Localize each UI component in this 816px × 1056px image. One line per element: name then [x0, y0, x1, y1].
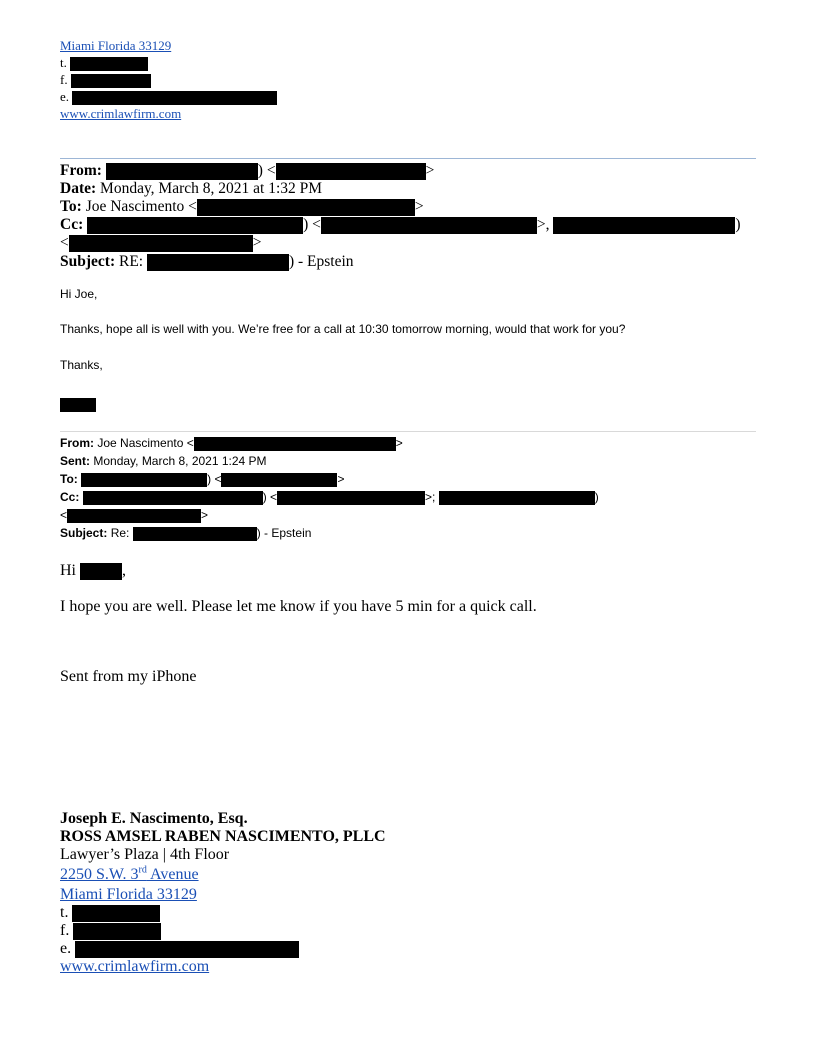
subject-prefix: RE: [118, 253, 144, 270]
top-sig-website-link[interactable]: www.crimlawfirm.com [60, 106, 182, 121]
email-label: e. [60, 89, 70, 104]
email1-date-line [60, 180, 322, 198]
phone-label: t. [60, 904, 69, 921]
email2-cc-line: Cc: ) < >; ) [60, 490, 599, 504]
redaction-box [72, 91, 277, 105]
sig-street-link[interactable] [60, 866, 199, 884]
email2-cc-line-2: < > [60, 508, 209, 522]
email2-sent-from: Sent from my iPhone [60, 668, 197, 685]
redaction-box [106, 163, 258, 180]
fax-label: f. [60, 922, 70, 939]
redaction-box [71, 74, 151, 88]
from-label: From: [60, 162, 102, 179]
sig-website-link[interactable]: www.crimlawfirm.com [60, 958, 210, 975]
email2-from-line: From: Joe Nascimento < > [60, 436, 403, 450]
subject-prefix: Re: [110, 526, 130, 540]
subject-label: Subject: [60, 526, 108, 540]
redaction-box [67, 509, 201, 523]
redaction-box [75, 941, 299, 958]
redaction-box [133, 527, 257, 541]
subject-suffix: ) - Epstein [256, 526, 312, 540]
email2-subject-line [60, 526, 311, 541]
sig-fax [60, 922, 161, 940]
email2-body: I hope you are well. Please let me know if you have 5 min for a quick call. [60, 598, 537, 615]
sig-building: Lawyer’s Plaza | 4th Floor [60, 846, 230, 863]
redaction-box [72, 905, 160, 922]
redaction-box [147, 254, 289, 271]
sent-label: Sent: [60, 454, 90, 468]
email1-signature-redaction [60, 396, 96, 414]
sig-firm: ROSS AMSEL RABEN NASCIMENTO, PLLC [60, 828, 386, 845]
email1-to-line: To: Joe Nascimento < > [60, 198, 424, 215]
from-value: Joe Nascimento < [97, 436, 194, 450]
redaction-box [69, 235, 253, 252]
redaction-box [221, 473, 337, 487]
top-sig-fax [60, 72, 151, 88]
to-label: To: [60, 198, 82, 215]
redaction-box [197, 199, 415, 216]
redaction-box [321, 217, 537, 234]
email1-subject-line [60, 253, 354, 271]
subject-label: Subject: [60, 253, 116, 270]
from-label: From: [60, 436, 94, 450]
redaction-box [70, 57, 148, 71]
sig-phone [60, 904, 160, 922]
email2-sent-line [60, 454, 267, 469]
email1-body: Thanks, hope all is well with you. We’re free for a call at 10:30 tomorrow morning, would that work for you? [60, 322, 626, 336]
sent-value: Monday, March 8, 2021 1:24 PM [93, 454, 267, 468]
redaction-box [194, 437, 396, 451]
street-text-b: Avenue [146, 866, 199, 883]
email2-greeting: Hi [60, 562, 76, 579]
header-separator [60, 158, 756, 159]
subject-suffix: ) - Epstein [288, 253, 354, 270]
to-value: Joe Nascimento < [85, 198, 197, 215]
email2-greeting-line: Hi , [60, 562, 126, 579]
sig-email [60, 940, 299, 958]
cc-label: Cc: [60, 490, 80, 504]
sig-name: Joseph E. Nascimento, Esq. [60, 810, 248, 827]
redaction-box [553, 217, 735, 234]
fax-label: f. [60, 72, 68, 87]
date-value: Monday, March 8, 2021 at 1:32 PM [100, 180, 323, 197]
quote-separator [60, 431, 756, 432]
top-sig-phone [60, 55, 148, 71]
date-label: Date: [60, 180, 97, 197]
email-label: e. [60, 940, 72, 957]
street-text: 2250 S.W. 3 [60, 866, 139, 883]
redaction-box [277, 491, 425, 505]
redaction-box [73, 923, 161, 940]
redaction-box [439, 491, 595, 505]
cc-label: Cc: [60, 216, 84, 233]
redaction-box [276, 163, 426, 180]
email1-closing: Thanks, [60, 358, 103, 372]
email1-greeting: Hi Joe, [60, 287, 98, 301]
top-sig-city-link[interactable]: Miami Florida 33129 [60, 38, 172, 53]
top-sig-email [60, 89, 277, 105]
redaction-box [81, 473, 207, 487]
email2-to-line: To: ) < > [60, 472, 345, 486]
email1-from-line: From: ) < > [60, 162, 435, 179]
redaction-box [87, 217, 303, 234]
sig-city-link[interactable]: Miami Florida 33129 [60, 886, 197, 903]
phone-label: t. [60, 55, 67, 70]
email1-cc-line: Cc: ) < >, ) [60, 216, 741, 233]
redaction-box [80, 563, 122, 580]
to-label: To: [60, 472, 78, 486]
redaction-box [83, 491, 263, 505]
street-sup: rd [138, 864, 147, 876]
email1-cc-line-2: < > [60, 234, 262, 251]
redaction-box [60, 398, 96, 412]
